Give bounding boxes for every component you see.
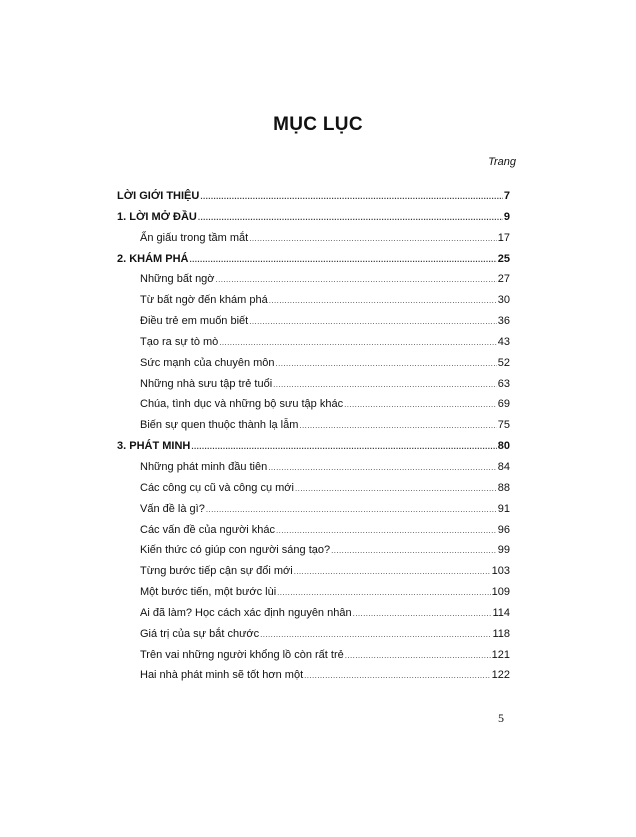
dot-leader — [219, 333, 496, 354]
toc-entry-label: Ẩn giấu trong tầm mắt — [140, 231, 249, 244]
toc-entry-label: Những phát minh đầu tiên — [140, 460, 268, 473]
toc-entry[interactable] — [117, 269, 510, 290]
dot-leader — [277, 583, 490, 604]
toc-entry-label: Kiến thức có giúp con người sáng tạo? — [140, 544, 331, 557]
toc-entry-label: 1. LỜI MỞ ĐẦU — [117, 210, 197, 223]
toc-entry-label: Hai nhà phát minh sẽ tốt hơn một — [140, 669, 304, 682]
toc-entry-page: 99 — [497, 544, 510, 557]
toc-entry-label: 3. PHÁT MINH — [117, 440, 191, 453]
dot-leader — [200, 187, 503, 208]
toc-entry-page: 17 — [497, 231, 510, 244]
toc-entry-label: LỜI GIỚI THIỆU — [117, 190, 200, 202]
toc-entry-page: 69 — [497, 398, 510, 411]
toc-entry-page: 118 — [492, 627, 510, 640]
dot-leader — [206, 500, 497, 521]
toc-entry[interactable] — [117, 603, 510, 624]
dot-leader — [273, 375, 497, 396]
toc-entry-page: 7 — [503, 190, 510, 202]
dot-leader — [295, 479, 497, 500]
toc-entry-page: 36 — [497, 315, 510, 328]
toc-section[interactable] — [117, 207, 510, 228]
toc-entry[interactable] — [117, 457, 510, 478]
dot-leader — [276, 354, 497, 375]
toc-entry[interactable] — [117, 561, 510, 582]
toc-entry-label: Chúa, tình dục và những bộ sưu tập khác — [140, 398, 344, 411]
toc-entry-label: Giá trị của sự bắt chước — [140, 627, 260, 640]
toc-entry[interactable] — [117, 624, 510, 645]
toc-entry[interactable] — [117, 228, 510, 249]
toc-entry-page: 43 — [497, 335, 510, 348]
toc-entry-page: 96 — [497, 523, 510, 536]
dot-leader — [353, 604, 492, 625]
dot-leader — [190, 250, 497, 271]
toc-entry-label: Biến sự quen thuộc thành lạ lẫm — [140, 419, 299, 432]
toc-entry[interactable] — [117, 520, 510, 541]
toc-entry[interactable] — [117, 353, 510, 374]
toc-entry-page: 75 — [497, 419, 510, 432]
toc-entry[interactable] — [117, 332, 510, 353]
toc-entry-page: 52 — [497, 356, 510, 369]
dot-leader — [304, 666, 491, 687]
page-column-label: Trang — [488, 156, 516, 168]
toc-entry-label: Điều trẻ em muốn biết — [140, 315, 249, 328]
dot-leader — [249, 229, 497, 250]
toc-entry-label: Các vấn đề của người khác — [140, 523, 276, 536]
toc-entry-label: Những nhà sưu tập trẻ tuổi — [140, 377, 273, 390]
toc-entry-label: Những bất ngờ — [140, 273, 215, 286]
toc-entry-page: 63 — [497, 377, 510, 390]
toc-entry[interactable] — [117, 478, 510, 499]
toc-entry-page: 91 — [497, 502, 510, 515]
dot-leader — [269, 291, 497, 312]
page-number: 5 — [498, 711, 504, 725]
dot-leader — [198, 208, 503, 229]
toc-entry-page: 9 — [503, 210, 510, 223]
toc-entry[interactable] — [117, 582, 510, 603]
page-title: MỤC LỤC — [273, 114, 363, 135]
toc-entry-page: 25 — [497, 252, 510, 265]
toc-entry-label: 2. KHÁM PHÁ — [117, 252, 189, 265]
toc-entry-page: 80 — [497, 440, 510, 453]
dot-leader — [294, 562, 491, 583]
toc-entry-page: 30 — [497, 294, 510, 307]
toc-entry-label: Các công cụ cũ và công cụ mới — [140, 481, 294, 494]
toc-entry-page: 27 — [497, 273, 510, 286]
dot-leader — [191, 437, 496, 458]
toc-entry-page: 103 — [491, 565, 510, 578]
dot-leader — [331, 541, 497, 562]
dot-leader — [299, 416, 496, 437]
toc-section[interactable] — [117, 186, 510, 207]
toc-entry-label: Vấn đề là gì? — [140, 502, 205, 515]
toc-entry[interactable] — [117, 311, 510, 332]
dot-leader — [268, 458, 497, 479]
dot-leader — [344, 395, 497, 416]
toc-entry[interactable] — [117, 499, 510, 520]
toc-entry[interactable] — [117, 540, 510, 561]
toc-entry-label: Tạo ra sự tò mò — [140, 335, 219, 348]
toc-entry-page: 88 — [497, 481, 510, 494]
toc-entry-page: 84 — [497, 460, 510, 473]
dot-leader — [276, 521, 497, 542]
toc-entry[interactable] — [117, 374, 510, 395]
toc-entry[interactable] — [117, 645, 510, 666]
dot-leader — [249, 312, 497, 333]
dot-leader — [345, 646, 491, 667]
toc-entry-page: 114 — [492, 606, 510, 619]
toc-entry[interactable] — [117, 290, 510, 311]
toc-section[interactable] — [117, 436, 510, 457]
dot-leader — [260, 625, 491, 646]
toc-entry-label: Từ bất ngờ đến khám phá — [140, 294, 268, 307]
toc-entry[interactable] — [117, 415, 510, 436]
toc-entry-label: Sức mạnh của chuyên môn — [140, 356, 275, 369]
toc-entry-page: 121 — [491, 648, 510, 661]
toc-entry[interactable] — [117, 394, 510, 415]
table-of-contents — [117, 186, 510, 686]
toc-entry-page: 109 — [491, 586, 510, 599]
toc-section[interactable] — [117, 249, 510, 270]
toc-entry-label: Trên vai những người khổng lồ còn rất trẻ — [140, 648, 344, 661]
toc-entry-page: 122 — [491, 669, 510, 682]
toc-entry-label: Ai đã làm? Học cách xác định nguyên nhân — [140, 606, 352, 619]
toc-entry[interactable] — [117, 665, 510, 686]
dot-leader — [216, 270, 497, 291]
toc-entry-label: Một bước tiến, một bước lùi — [140, 586, 277, 599]
toc-entry-label: Từng bước tiếp cận sự đổi mới — [140, 565, 293, 578]
